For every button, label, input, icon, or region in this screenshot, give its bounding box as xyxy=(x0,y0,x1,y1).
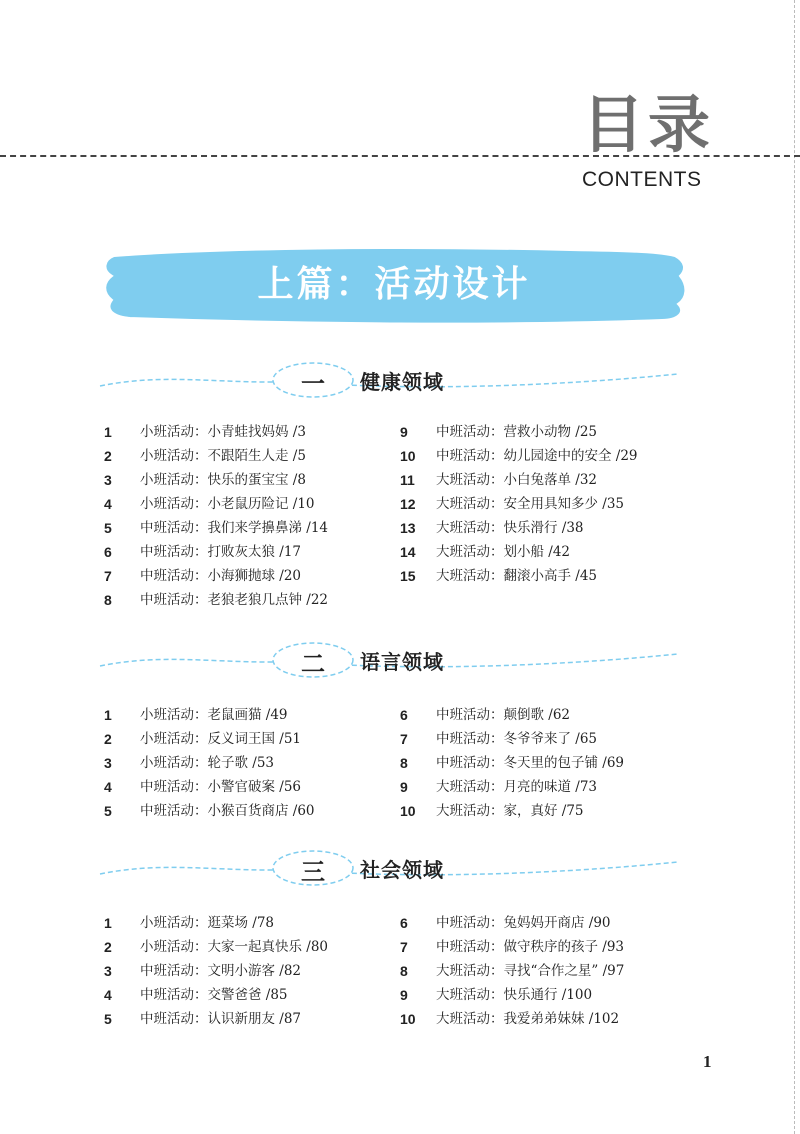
toc-entry[interactable] xyxy=(104,983,328,1007)
entry-number: 5 xyxy=(104,520,112,536)
entry-text: 小班活动：老鼠画猫 /49 xyxy=(140,707,288,723)
toc-column-right xyxy=(400,420,638,588)
toc-entry[interactable] xyxy=(104,468,328,492)
entry-number: 11 xyxy=(400,472,415,488)
entry-number: 7 xyxy=(400,731,408,747)
entry-number: 2 xyxy=(104,731,112,747)
page-subtitle: CONTENTS xyxy=(582,168,702,191)
toc-entry[interactable] xyxy=(104,751,315,775)
toc-entry[interactable] xyxy=(400,911,624,935)
toc-entry[interactable] xyxy=(400,799,624,823)
entry-text: 中班活动：打败灰太狼 /17 xyxy=(140,544,302,560)
entry-text: 中班活动：小警官破案 /56 xyxy=(140,779,302,795)
toc-column-right xyxy=(400,703,624,823)
entry-text: 中班活动：幼儿园途中的安全 /29 xyxy=(436,448,638,464)
entry-text: 中班活动：交警爸爸 /85 xyxy=(140,987,288,1003)
page-number: 1 xyxy=(703,1052,712,1071)
entry-number: 8 xyxy=(400,963,408,979)
toc-entry[interactable] xyxy=(104,540,328,564)
toc-entry[interactable] xyxy=(400,540,638,564)
entry-number: 6 xyxy=(400,915,408,931)
entry-text: 大班活动：翻滚小高手 /45 xyxy=(436,568,598,584)
entry-text: 小班活动：轮子歌 /53 xyxy=(140,755,275,771)
toc-entry[interactable] xyxy=(400,420,638,444)
entry-number: 12 xyxy=(400,496,416,512)
toc-entry[interactable] xyxy=(104,420,328,444)
entry-text: 中班活动：营救小动物 /25 xyxy=(436,424,598,440)
entry-number: 8 xyxy=(104,592,112,608)
toc-entry[interactable] xyxy=(104,516,328,540)
toc-entry[interactable] xyxy=(104,444,328,468)
toc-entry[interactable] xyxy=(400,564,638,588)
toc-column-left xyxy=(104,911,328,1031)
toc-entry[interactable] xyxy=(400,751,624,775)
toc-entry[interactable] xyxy=(400,468,638,492)
entry-text: 大班活动：快乐滑行 /38 xyxy=(436,520,584,536)
toc-entry[interactable] xyxy=(400,727,624,751)
section-number: 二 xyxy=(301,650,325,678)
entry-text: 小班活动：逛菜场 /78 xyxy=(140,915,275,931)
page-edge-line xyxy=(794,0,795,1134)
entry-text: 中班活动：文明小游客 /82 xyxy=(140,963,302,979)
entry-number: 9 xyxy=(400,424,408,440)
entry-number: 9 xyxy=(400,987,408,1003)
toc-entry[interactable] xyxy=(400,444,638,468)
toc-column-left xyxy=(104,420,328,612)
toc-entry[interactable] xyxy=(400,959,624,983)
entry-number: 10 xyxy=(400,448,416,464)
entry-text: 大班活动：安全用具知多少 /35 xyxy=(436,496,625,512)
toc-entry[interactable] xyxy=(104,703,315,727)
entry-number: 7 xyxy=(400,939,408,955)
toc-entry[interactable] xyxy=(104,959,328,983)
toc-entry[interactable] xyxy=(400,935,624,959)
entry-number: 14 xyxy=(400,544,416,560)
entry-number: 15 xyxy=(400,568,416,584)
entry-text: 中班活动：冬天里的包子铺 /69 xyxy=(436,755,625,771)
entry-text: 中班活动：做守秩序的孩子 /93 xyxy=(436,939,625,955)
page-title: 目录 xyxy=(582,88,715,161)
toc-entry[interactable] xyxy=(104,911,328,935)
entry-number: 5 xyxy=(104,803,112,819)
toc-entry[interactable] xyxy=(104,775,315,799)
entry-number: 10 xyxy=(400,803,416,819)
toc-entry[interactable] xyxy=(104,799,315,823)
toc-column-right xyxy=(400,911,624,1031)
entry-text: 中班活动：兔妈妈开商店 /90 xyxy=(436,915,611,931)
entry-text: 小班活动：大家一起真快乐 /80 xyxy=(140,939,329,955)
entry-text: 大班活动：寻找“合作之星” /97 xyxy=(436,963,625,979)
toc-entry[interactable] xyxy=(104,564,328,588)
entry-number: 7 xyxy=(104,568,112,584)
section-title: 语言领域 xyxy=(360,650,444,674)
entry-text: 中班活动：颠倒歌 /62 xyxy=(436,707,571,723)
entry-text: 中班活动：我们来学擤鼻涕 /14 xyxy=(140,520,329,536)
toc-entry[interactable] xyxy=(400,492,638,516)
entry-text: 中班活动：老狼老狼几点钟 /22 xyxy=(140,592,329,608)
entry-number: 8 xyxy=(400,755,408,771)
entry-number: 1 xyxy=(104,707,112,723)
entry-number: 13 xyxy=(400,520,416,536)
entry-text: 大班活动：划小船 /42 xyxy=(436,544,571,560)
toc-entry[interactable] xyxy=(400,1007,624,1031)
toc-entry[interactable] xyxy=(104,492,328,516)
entry-number: 10 xyxy=(400,1011,416,1027)
entry-number: 4 xyxy=(104,496,112,512)
entry-number: 5 xyxy=(104,1011,112,1027)
header-divider xyxy=(0,155,800,157)
banner-title: 上篇：活动设计 xyxy=(257,264,531,305)
entry-number: 2 xyxy=(104,939,112,955)
entry-text: 大班活动：快乐通行 /100 xyxy=(436,987,593,1003)
entry-text: 中班活动：冬爷爷来了 /65 xyxy=(436,731,598,747)
toc-entry[interactable] xyxy=(104,1007,328,1031)
entry-text: 中班活动：小猴百货商店 /60 xyxy=(140,803,315,819)
entry-text: 大班活动：我爱弟弟妹妹 /102 xyxy=(436,1011,620,1027)
entry-number: 1 xyxy=(104,915,112,931)
entry-number: 6 xyxy=(400,707,408,723)
entry-number: 3 xyxy=(104,963,112,979)
entry-text: 大班活动：家，真好 /75 xyxy=(436,803,584,819)
entry-text: 小班活动：反义词王国 /51 xyxy=(140,731,302,747)
entry-text: 小班活动：不跟陌生人走 /5 xyxy=(140,448,306,464)
section-number: 三 xyxy=(301,858,325,886)
entry-text: 大班活动：小白兔落单 /32 xyxy=(436,472,598,488)
entry-number: 3 xyxy=(104,755,112,771)
toc-entry[interactable] xyxy=(400,703,624,727)
entry-number: 4 xyxy=(104,779,112,795)
entry-number: 2 xyxy=(104,448,112,464)
toc-entry[interactable] xyxy=(104,588,328,612)
toc-entry[interactable] xyxy=(400,516,638,540)
entry-text: 小班活动：快乐的蛋宝宝 /8 xyxy=(140,472,306,488)
section-title: 健康领域 xyxy=(360,370,444,394)
toc-entry[interactable] xyxy=(104,727,315,751)
section-title: 社会领域 xyxy=(360,858,444,882)
toc-column-left xyxy=(104,703,315,823)
entry-text: 小班活动：小青蛙找妈妈 /3 xyxy=(140,424,306,440)
entry-number: 6 xyxy=(104,544,112,560)
entry-number: 1 xyxy=(104,424,112,440)
toc-entry[interactable] xyxy=(400,983,624,1007)
entry-number: 3 xyxy=(104,472,112,488)
entry-text: 大班活动：月亮的味道 /73 xyxy=(436,779,598,795)
section-number: 一 xyxy=(301,370,325,398)
toc-entry[interactable] xyxy=(104,935,328,959)
entry-number: 9 xyxy=(400,779,408,795)
entry-number: 4 xyxy=(104,987,112,1003)
toc-entry[interactable] xyxy=(400,775,624,799)
entry-text: 小班活动：小老鼠历险记 /10 xyxy=(140,496,315,512)
entry-text: 中班活动：认识新朋友 /87 xyxy=(140,1011,302,1027)
entry-text: 中班活动：小海狮抛球 /20 xyxy=(140,568,302,584)
